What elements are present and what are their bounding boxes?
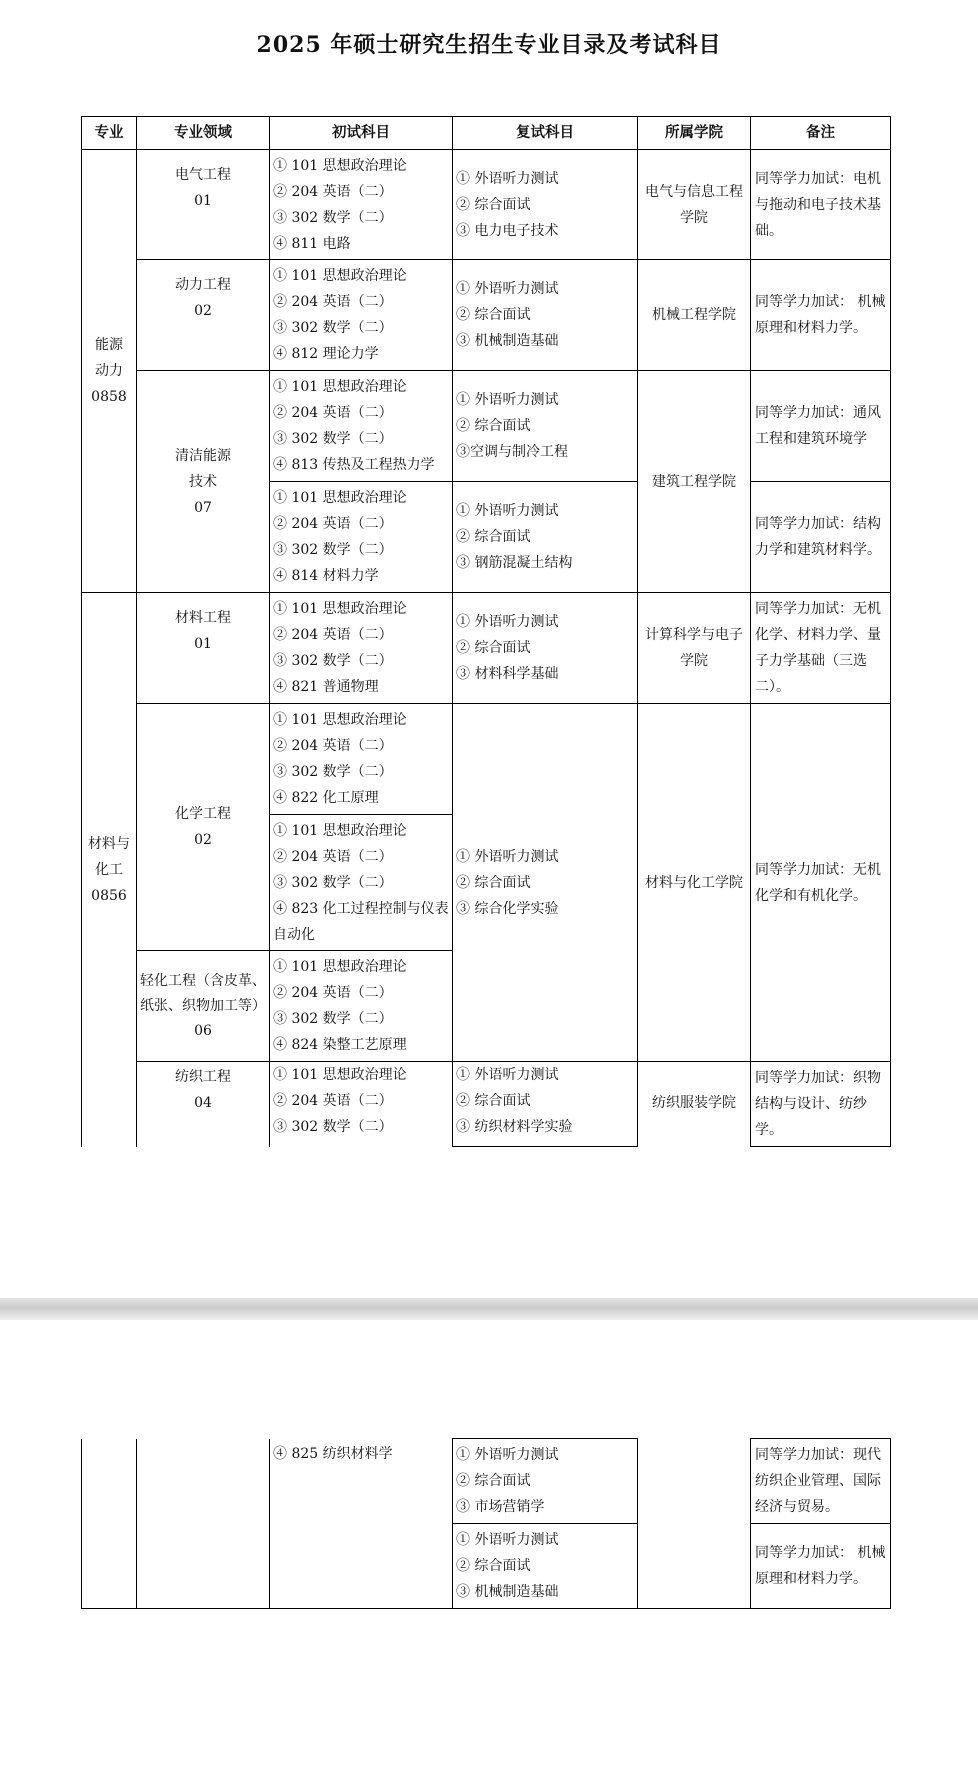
list-line: ② 综合面试 [456,640,531,656]
initial-exam-cell [270,371,453,482]
initial-exam-cell [270,951,453,1062]
field-cell [137,371,270,593]
list-line: ④ 812 理论力学 [273,346,379,362]
retest-cell [453,704,638,1062]
header-retest: 复试科目 [453,117,638,150]
list-line: ① 外语听力测试 [456,848,559,865]
list-line: ② 204 英语（二） [273,516,393,532]
table-row [82,150,891,260]
field-name: 纺织工程 04 [175,1069,231,1111]
field-cell [137,260,270,371]
list-line: ② 综合面试 [456,1093,531,1109]
major-cell [82,150,137,593]
list-line: ① 101 思想政治理论 [273,1067,407,1083]
list-line: ③ 302 数学（二） [273,320,393,336]
list-line: ④ 823 化工过程控制与仪表自动化 [273,900,449,943]
initial-exam-cell [270,150,453,260]
college-cell: 材料与化工学院 [638,704,751,1062]
list-line: ③ 材料科学基础 [456,666,559,682]
list-line: ② 204 英语（二） [273,1093,393,1109]
list-line: ③空调与制冷工程 [456,444,568,460]
list-line: ① 101 思想政治理论 [273,157,407,174]
retest-cell [453,1062,638,1147]
list-line: ③ 302 数学（二） [273,1119,393,1135]
list-line: ① 外语听力测试 [456,1532,559,1548]
page-separator [0,1298,978,1320]
list-line: ① 101 思想政治理论 [273,601,407,617]
list-line: ④ 822 化工原理 [273,790,379,806]
list-line: ③ 纺织材料学实验 [456,1119,573,1135]
list-line: ② 综合面试 [456,418,531,434]
header-initial-exam: 初试科目 [270,117,453,150]
college-cell: 纺织服装学院 [638,1062,751,1147]
list-line: ① 101 思想政治理论 [273,490,407,506]
list-line: ② 综合面试 [456,1473,531,1489]
note-cell: 同等学力加试：织物结构与设计、纺纱学。 [751,1062,891,1147]
field-name: 清洁能源 技术 07 [175,447,231,516]
list-line: ② 综合面试 [456,1558,531,1574]
list-line: ③ 电力电子技术 [456,222,559,239]
list-line: ③ 钢筋混凝土结构 [456,555,573,571]
initial-exam-cell [270,1062,453,1147]
header-college: 所属学院 [638,117,751,150]
list-line: ② 综合面试 [456,529,531,545]
field-cell [137,951,270,1062]
major-name: 材料与 化工 0856 [88,835,130,904]
list-line: ③ 综合化学实验 [456,900,559,917]
field-name: 材料工程 01 [175,610,231,652]
header-notes: 备注 [751,117,891,150]
field-name: 轻化工程（含皮革、纸张、织物加工等） 06 [140,972,266,1039]
initial-exam-cell [270,260,453,371]
retest-cell [453,371,638,482]
list-line: ② 204 英语（二） [273,985,393,1001]
table-row [82,593,891,704]
field-cell [137,593,270,704]
list-line: ② 204 英语（二） [273,738,393,754]
admission-table [81,116,891,1147]
list-line: ④ 824 染整工艺原理 [273,1037,407,1053]
initial-exam-cell [270,593,453,704]
list-line: ③ 市场营销学 [456,1499,545,1515]
initial-exam-cell [270,815,453,951]
retest-cell [453,150,638,260]
field-cell [137,150,270,260]
note-cell: 同等学力加试：现代纺织企业管理、国际经济与贸易。 [751,1439,891,1524]
list-line: ③ 302 数学（二） [273,209,393,226]
list-line: ② 204 英语（二） [273,627,393,643]
retest-cell [453,593,638,704]
college-cell: 建筑工程学院 [638,371,751,593]
field-cell [137,1439,270,1609]
note-cell: 同等学力加试： 机械原理和材料力学。 [751,1524,891,1609]
admission-table-continued [81,1438,891,1609]
table-row [82,704,891,815]
list-line: ① 外语听力测试 [456,170,559,187]
retest-cell [453,482,638,593]
list-line: ④ 813 传热及工程热力学 [273,457,435,473]
list-line: ② 204 英语（二） [273,405,393,421]
list-line: ② 综合面试 [456,307,531,323]
note-cell: 同等学力加试：无机化学、材料力学、量子力学基础（三选二）。 [751,593,891,704]
table-row [82,1439,891,1524]
major-cell [82,593,137,1147]
field-cell [137,1062,270,1147]
header-field: 专业领域 [137,117,270,150]
list-line: ① 外语听力测试 [456,281,559,297]
list-line: ① 101 思想政治理论 [273,379,407,395]
list-line: ① 101 思想政治理论 [273,822,407,839]
header-major: 专业 [82,117,137,150]
list-line: ② 204 英语（二） [273,294,393,310]
document-page-2 [0,1320,978,1770]
list-line: ③ 302 数学（二） [273,542,393,558]
list-line: ① 外语听力测试 [456,614,559,630]
list-line: ② 204 英语（二） [273,183,393,200]
note-cell: 同等学力加试：通风工程和建筑环境学 [751,371,891,482]
college-cell: 电气与信息工程学院 [638,150,751,260]
list-line: ① 外语听力测试 [456,392,559,408]
initial-exam-cell [270,1439,453,1609]
major-cell [82,1439,137,1609]
list-line: ② 综合面试 [456,196,531,213]
field-name: 动力工程 02 [175,277,231,319]
list-line: ① 101 思想政治理论 [273,268,407,284]
list-line: ④ 814 材料力学 [273,568,379,584]
list-line: ③ 机械制造基础 [456,333,559,349]
table-row [82,260,891,371]
list-line: ① 外语听力测试 [456,503,559,519]
list-line: ③ 302 数学（二） [273,1011,393,1027]
list-line: ① 101 思想政治理论 [273,959,407,975]
list-line: ④ 811 电路 [273,235,351,252]
initial-exam-cell [270,704,453,815]
note-cell: 同等学力加试： 机械原理和材料力学。 [751,260,891,371]
field-cell [137,704,270,951]
list-line: ④ 821 普通物理 [273,679,379,695]
table-header-row [82,117,891,150]
table-row [82,371,891,482]
list-line: ③ 302 数学（二） [273,874,393,891]
list-line: ① 外语听力测试 [456,1447,559,1463]
retest-cell [453,1439,638,1524]
retest-cell [453,260,638,371]
list-line: ③ 机械制造基础 [456,1584,559,1600]
major-name: 能源 动力 0858 [91,337,127,405]
note-cell: 同等学力加试：电机与拖动和电子技术基础。 [751,150,891,260]
retest-cell [453,1524,638,1609]
field-name: 电气工程 01 [175,167,231,209]
table-row [82,1062,891,1147]
list-line: ② 204 英语（二） [273,848,393,865]
college-cell [638,1439,751,1609]
list-line: ① 101 思想政治理论 [273,712,407,728]
list-line: ③ 302 数学（二） [273,431,393,447]
college-cell: 机械工程学院 [638,260,751,371]
college-cell: 计算科学与电子学院 [638,593,751,704]
list-line: ④ 825 纺织材料学 [273,1445,393,1462]
list-line: ① 外语听力测试 [456,1067,559,1083]
list-line: ③ 302 数学（二） [273,764,393,780]
list-line: ③ 302 数学（二） [273,653,393,669]
note-cell: 同等学力加试：无机化学和有机化学。 [751,704,891,1062]
note-cell: 同等学力加试：结构力学和建筑材料学。 [751,482,891,593]
field-name: 化学工程 02 [175,806,231,848]
page-title: 2025 年硕士研究生招生专业目录及考试科目 [256,32,722,58]
initial-exam-cell [270,482,453,593]
list-line: ② 综合面试 [456,874,531,891]
